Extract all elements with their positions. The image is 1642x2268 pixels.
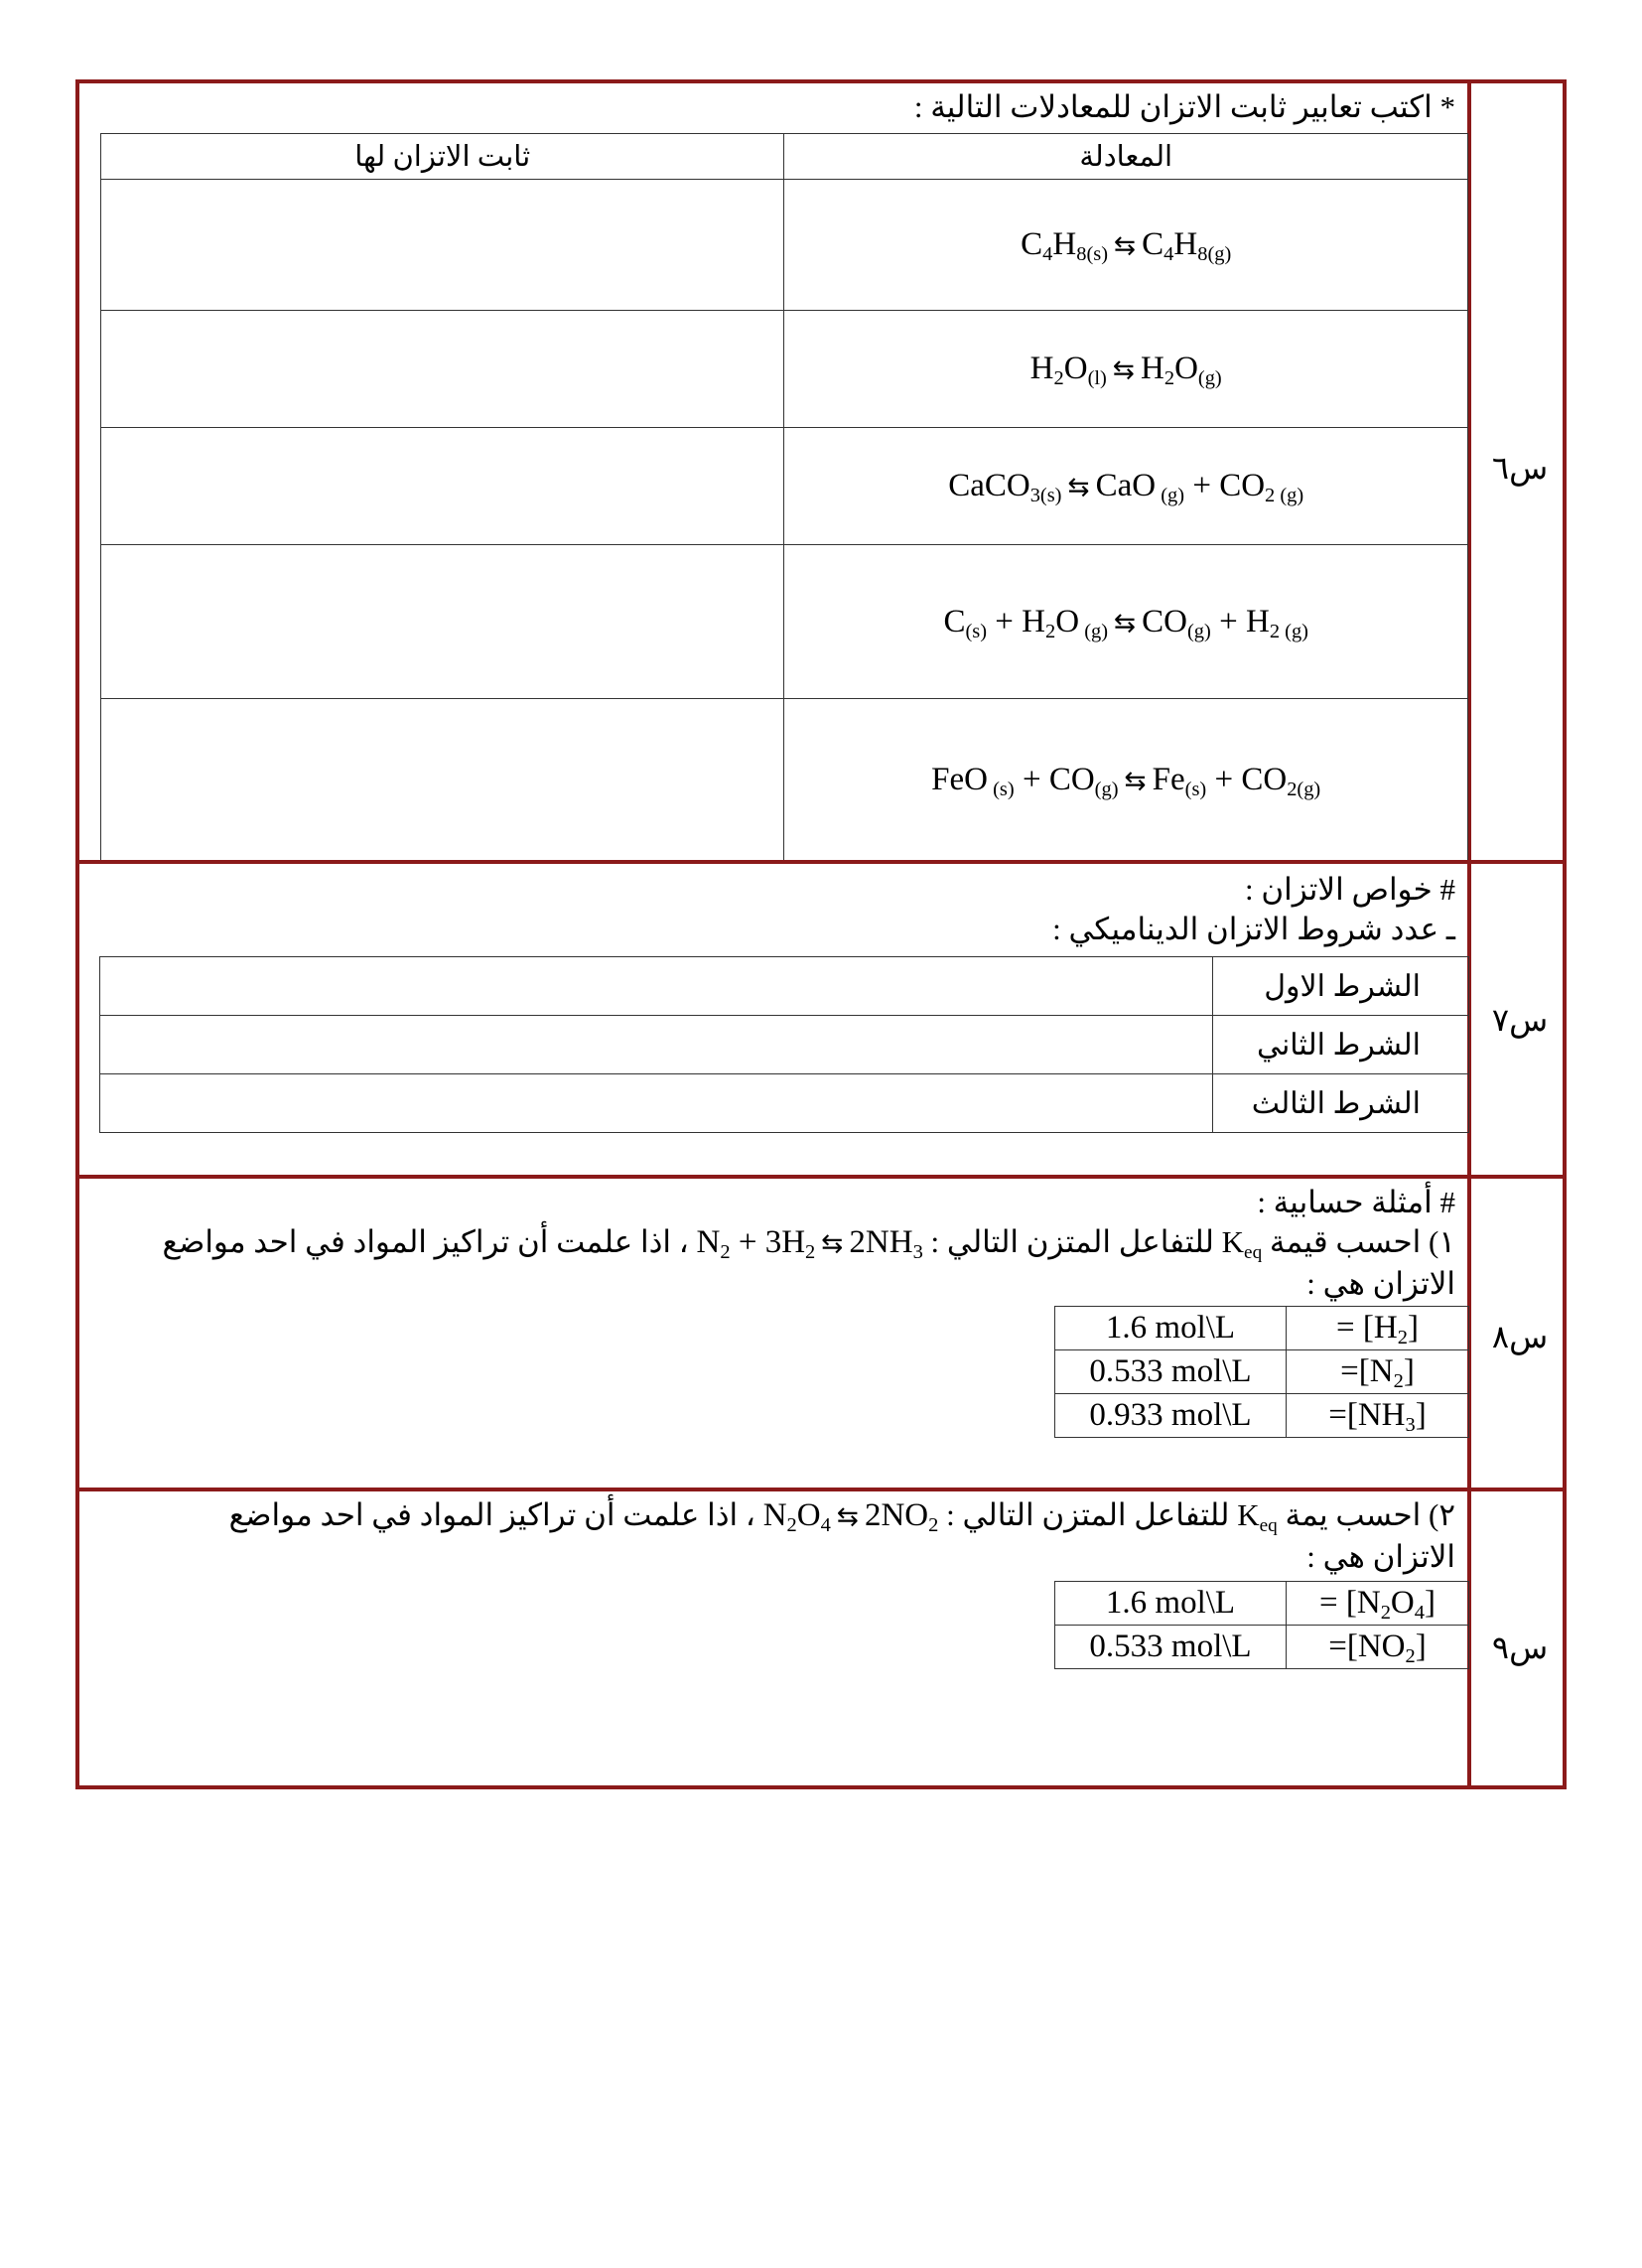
- question-8-label: س٨: [1491, 1319, 1549, 1354]
- equation-cell: $C_{(s)} + H_2O$ $_{(g)}$ ⇆ $CO_{(g)} + H_{2 (g)}$: [784, 545, 1468, 699]
- table-row: [100, 1074, 1469, 1133]
- table-row: [101, 311, 1468, 428]
- equation-cell: $H_2O_{(l)}$ ⇆ $H_2O_{(g)}$: [784, 311, 1468, 428]
- q6-instruction: * اكتب تعابير ثابت الاتزان للمعادلات التالية :: [913, 89, 1455, 124]
- table-row: [100, 957, 1469, 1016]
- table-row: [101, 545, 1468, 699]
- condition-answer-cell[interactable]: [100, 1074, 1213, 1133]
- answer-cell[interactable]: [101, 311, 784, 428]
- concentration-value: 0.933 mol\L: [1055, 1394, 1287, 1438]
- concentration-value: 1.6 mol\L: [1055, 1582, 1287, 1626]
- concentration-value: 0.533 mol\L: [1055, 1350, 1287, 1394]
- question-6-label: س٦: [1491, 450, 1549, 486]
- condition-label: الشرط الثالث: [1213, 1074, 1469, 1133]
- equilibrium-arrow-icon: ⇆: [1114, 230, 1137, 261]
- table-row: [100, 1016, 1469, 1074]
- worksheet-frame: [75, 79, 1567, 1789]
- table-row: [1055, 1582, 1469, 1626]
- concentration-value: 0.533 mol\L: [1055, 1626, 1287, 1669]
- question-8-section: [83, 1179, 1465, 1488]
- q9-problem-text: ٢) احسب يمة $K_{eq}$ للتفاعل المتزن التالي : $N_2O_4$ ⇆ $2NO_2$ ، اذا علمت أن تراكيز المواد في احد مواضع: [228, 1497, 1455, 1537]
- table-header-row: [101, 134, 1468, 180]
- q7-subheading: ـ عدد شروط الاتزان الديناميكي :: [1052, 912, 1455, 946]
- condition-label: الشرط الثاني: [1213, 1016, 1469, 1074]
- q9-problem-text-line2: الاتزان هي :: [1306, 1539, 1455, 1574]
- q8-problem-text: ١) احسب قيمة $K_{eq}$ للتفاعل المتزن التالي : $N_2 + 3H_2$ ⇆ $2NH_3$ ، اذا علمت أن تراكيز المواد في احد مواضع: [162, 1224, 1455, 1264]
- equilibrium-arrow-icon: ⇆: [1114, 607, 1137, 638]
- answer-cell[interactable]: [101, 180, 784, 311]
- condition-answer-cell[interactable]: [100, 957, 1213, 1016]
- species-label: $=[NO_2]$: [1287, 1626, 1469, 1669]
- equilibrium-arrow-icon: ⇆: [1112, 354, 1135, 385]
- answer-cell[interactable]: [101, 428, 784, 545]
- frame-right-line: [1563, 79, 1567, 1789]
- equilibrium-arrow-icon: ⇆: [836, 1501, 859, 1532]
- q9-reaction-equation: $N_2O_4$ ⇆ $2NO_2$: [762, 1497, 939, 1537]
- equilibrium-expression-table: [100, 133, 1468, 860]
- question-7-section: [83, 864, 1465, 1175]
- frame-left-line: [75, 79, 79, 1789]
- answer-cell[interactable]: [101, 545, 784, 699]
- condition-answer-cell[interactable]: [100, 1016, 1213, 1074]
- table-row: [1055, 1626, 1469, 1669]
- species-label: = $[N_2O_4]$: [1287, 1582, 1469, 1626]
- q8-concentration-table: [1054, 1306, 1469, 1438]
- question-9-section: [83, 1491, 1465, 1785]
- species-label: $=[N_2]$: [1287, 1350, 1469, 1394]
- concentration-value: 1.6 mol\L: [1055, 1307, 1287, 1350]
- table-row: [1055, 1307, 1469, 1350]
- dynamic-equilibrium-conditions-table: [99, 956, 1469, 1133]
- frame-bottom-line: [75, 1785, 1567, 1789]
- table-row: [101, 180, 1468, 311]
- q8-reaction-equation: $N_2 + 3H_2$ ⇆ $2NH_3$: [696, 1224, 923, 1264]
- condition-label: الشرط الاول: [1213, 957, 1469, 1016]
- q8-heading: # أمثلة حسابية :: [1257, 1185, 1455, 1219]
- q9-concentration-table: [1054, 1581, 1469, 1669]
- question-6-section: [83, 83, 1465, 860]
- table-row: [101, 699, 1468, 861]
- question-9-label: س٩: [1491, 1630, 1549, 1665]
- table-row: [1055, 1394, 1469, 1438]
- table-row: [1055, 1350, 1469, 1394]
- equation-cell: FeO $_{(s)} + CO_{(g)}$ ⇆ $Fe_{(s)} + CO_{2(g)}$: [784, 699, 1468, 861]
- question-7-label: س٧: [1491, 1002, 1549, 1038]
- species-label: $=[NH_3]$: [1287, 1394, 1469, 1438]
- equilibrium-arrow-icon: ⇆: [1124, 765, 1147, 796]
- q7-heading: # خواص الاتزان :: [1244, 872, 1455, 907]
- q8-problem-text-line2: الاتزان هي :: [1306, 1266, 1455, 1301]
- equilibrium-arrow-icon: ⇆: [821, 1228, 844, 1259]
- equilibrium-arrow-icon: ⇆: [1067, 472, 1090, 502]
- table-row: [101, 428, 1468, 545]
- column-header-constant: ثابت الاتزان لها: [101, 134, 784, 180]
- equation-cell: $C_4H_{8(s)}$ ⇆ $C_4H_{8(g)}$: [784, 180, 1468, 311]
- species-label: = $[H_2]$: [1287, 1307, 1469, 1350]
- equation-cell: CaCO$_{3(s)}$ ⇆ CaO $_{(g)} + CO_{2 (g)}$: [784, 428, 1468, 545]
- answer-cell[interactable]: [101, 699, 784, 861]
- column-header-equation: المعادلة: [784, 134, 1468, 180]
